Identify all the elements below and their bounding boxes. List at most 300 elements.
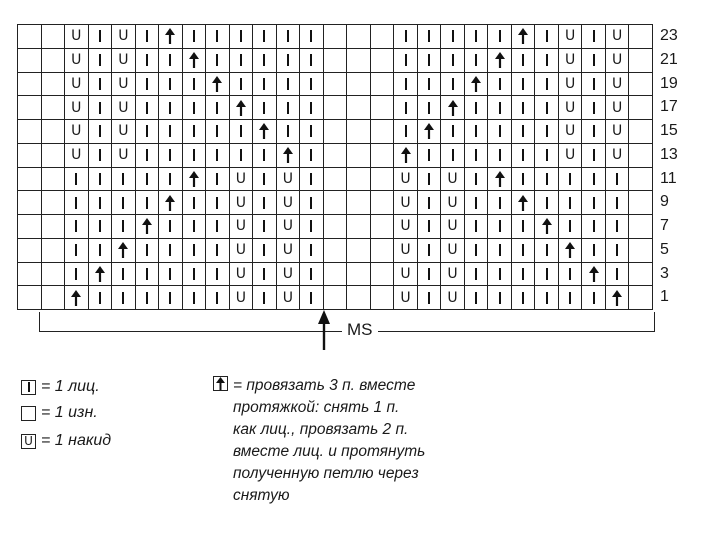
legend-decrease-line: снятую bbox=[233, 487, 290, 504]
purl-cell bbox=[42, 263, 66, 287]
yarn-over-symbol: U bbox=[235, 289, 247, 306]
decrease-cell bbox=[89, 263, 113, 287]
purl-cell bbox=[371, 263, 395, 287]
yarn-over-cell bbox=[394, 239, 418, 263]
knit-cell bbox=[206, 239, 230, 263]
yarn-over-symbol: U bbox=[612, 75, 623, 92]
decrease-cell bbox=[183, 49, 207, 73]
knit-cell bbox=[512, 96, 536, 120]
yarn-over-cell bbox=[441, 239, 465, 263]
knit-symbol-icon bbox=[99, 292, 101, 304]
purl-cell bbox=[629, 263, 653, 287]
knit-symbol-icon bbox=[593, 173, 595, 185]
knit-cell bbox=[441, 120, 465, 144]
knit-cell bbox=[183, 286, 207, 310]
knit-cell bbox=[488, 239, 512, 263]
decrease-cell bbox=[441, 96, 465, 120]
knit-symbol-icon bbox=[216, 268, 218, 280]
knit-cell bbox=[89, 73, 113, 97]
knit-symbol-icon bbox=[428, 78, 430, 90]
knit-cell bbox=[159, 144, 183, 168]
knit-cell bbox=[253, 49, 277, 73]
knit-cell bbox=[65, 191, 89, 215]
purl-cell bbox=[347, 49, 371, 73]
purl-cell bbox=[42, 191, 66, 215]
purl-cell bbox=[347, 73, 371, 97]
row-number: 3 bbox=[660, 264, 669, 282]
knit-cell bbox=[65, 239, 89, 263]
yarn-over-symbol: U bbox=[447, 194, 458, 211]
knit-symbol-icon bbox=[216, 149, 218, 161]
knit-cell bbox=[582, 73, 606, 97]
knit-cell bbox=[89, 96, 113, 120]
knit-symbol-icon bbox=[146, 173, 148, 185]
knit-cell bbox=[465, 263, 489, 287]
decrease-arrow-icon bbox=[447, 100, 459, 116]
knit-cell bbox=[512, 73, 536, 97]
knit-cell bbox=[89, 144, 113, 168]
knit-symbol-icon bbox=[263, 149, 265, 161]
yarn-over-cell bbox=[606, 96, 630, 120]
knit-cell bbox=[535, 96, 559, 120]
knit-symbol-icon bbox=[287, 78, 289, 90]
knit-symbol-icon bbox=[593, 54, 595, 66]
knit-symbol-icon bbox=[616, 244, 618, 256]
knit-symbol-icon bbox=[193, 220, 195, 232]
legend-purl-text: = 1 изн. bbox=[41, 404, 98, 421]
knit-cell bbox=[465, 239, 489, 263]
knit-symbol-icon bbox=[240, 78, 242, 90]
knit-cell bbox=[441, 49, 465, 73]
knit-symbol-icon bbox=[216, 30, 218, 42]
purl-cell bbox=[42, 286, 66, 310]
yarn-over-cell bbox=[230, 191, 254, 215]
decrease-cell bbox=[465, 73, 489, 97]
purl-cell bbox=[347, 120, 371, 144]
knit-symbol-icon bbox=[263, 292, 265, 304]
knit-symbol-icon bbox=[428, 220, 430, 232]
row-number: 13 bbox=[660, 145, 678, 163]
legend-yo-box bbox=[21, 434, 36, 449]
knit-symbol-icon bbox=[146, 125, 148, 137]
purl-cell bbox=[629, 144, 653, 168]
knit-symbol-icon bbox=[263, 220, 265, 232]
decrease-cell bbox=[277, 144, 301, 168]
knit-cell bbox=[112, 286, 136, 310]
knit-cell bbox=[418, 215, 442, 239]
knit-cell bbox=[136, 96, 160, 120]
knit-cell bbox=[300, 263, 324, 287]
yarn-over-symbol: U bbox=[400, 265, 411, 282]
knit-cell bbox=[183, 96, 207, 120]
yarn-over-symbol: U bbox=[71, 147, 82, 164]
yarn-over-cell bbox=[112, 120, 136, 144]
decrease-cell bbox=[488, 168, 512, 192]
purl-cell bbox=[347, 239, 371, 263]
knit-symbol-icon bbox=[452, 78, 454, 90]
knit-cell bbox=[512, 144, 536, 168]
purl-cell bbox=[18, 215, 42, 239]
purl-cell bbox=[324, 215, 348, 239]
knit-symbol-icon bbox=[99, 30, 101, 42]
knit-cell bbox=[535, 73, 559, 97]
knit-symbol-icon bbox=[475, 102, 477, 114]
purl-cell bbox=[629, 215, 653, 239]
knit-cell bbox=[488, 25, 512, 49]
knit-cell bbox=[253, 73, 277, 97]
knit-symbol-icon bbox=[428, 173, 430, 185]
decrease-arrow-icon bbox=[494, 52, 506, 68]
yarn-over-cell bbox=[559, 25, 583, 49]
knit-symbol-icon bbox=[616, 220, 618, 232]
knit-cell bbox=[582, 215, 606, 239]
yarn-over-symbol: U bbox=[612, 147, 623, 164]
knit-cell bbox=[183, 144, 207, 168]
decrease-cell bbox=[394, 144, 418, 168]
knit-cell bbox=[559, 168, 583, 192]
knit-cell bbox=[465, 96, 489, 120]
knit-cell bbox=[488, 191, 512, 215]
knit-symbol-icon bbox=[263, 30, 265, 42]
purl-cell bbox=[629, 239, 653, 263]
knit-symbol-icon bbox=[405, 102, 407, 114]
knit-cell bbox=[606, 191, 630, 215]
knit-symbol-icon bbox=[169, 149, 171, 161]
yarn-over-cell bbox=[559, 49, 583, 73]
knit-symbol-icon bbox=[310, 197, 312, 209]
knit-cell bbox=[206, 96, 230, 120]
knit-cell bbox=[418, 144, 442, 168]
knit-symbol-icon bbox=[522, 292, 524, 304]
knit-cell bbox=[559, 263, 583, 287]
decrease-arrow-icon bbox=[494, 171, 506, 187]
yarn-over-symbol: U bbox=[118, 75, 129, 92]
yarn-over-cell bbox=[277, 191, 301, 215]
knit-symbol-icon bbox=[216, 220, 218, 232]
yarn-over-symbol: U bbox=[282, 194, 294, 211]
knit-cell bbox=[300, 286, 324, 310]
yarn-over-symbol: U bbox=[235, 170, 247, 187]
knit-symbol-icon bbox=[616, 197, 618, 209]
knit-symbol-icon bbox=[499, 268, 501, 280]
knit-cell bbox=[136, 263, 160, 287]
knit-symbol-icon bbox=[146, 30, 148, 42]
knit-symbol-icon bbox=[169, 54, 171, 66]
knit-cell bbox=[441, 144, 465, 168]
purl-cell bbox=[42, 49, 66, 73]
knit-symbol-icon bbox=[263, 268, 265, 280]
yarn-over-cell bbox=[230, 239, 254, 263]
knit-cell bbox=[465, 144, 489, 168]
knit-cell bbox=[159, 239, 183, 263]
row-number: 7 bbox=[660, 217, 669, 234]
knit-symbol-icon bbox=[522, 244, 524, 256]
knit-cell bbox=[606, 215, 630, 239]
knit-symbol-icon bbox=[287, 30, 289, 42]
knit-symbol-icon bbox=[216, 54, 218, 66]
knit-cell bbox=[136, 49, 160, 73]
knit-symbol-icon bbox=[122, 268, 124, 280]
knit-cell bbox=[183, 239, 207, 263]
knit-cell bbox=[89, 239, 113, 263]
knit-cell bbox=[559, 191, 583, 215]
purl-cell bbox=[347, 263, 371, 287]
row-number: 21 bbox=[660, 50, 678, 68]
knit-symbol-icon bbox=[546, 197, 548, 209]
knit-cell bbox=[488, 144, 512, 168]
knit-cell bbox=[277, 25, 301, 49]
purl-cell bbox=[371, 286, 395, 310]
purl-cell bbox=[371, 168, 395, 192]
knit-symbol-icon bbox=[75, 197, 77, 209]
knit-symbol-icon bbox=[569, 197, 571, 209]
decrease-cell bbox=[206, 73, 230, 97]
knit-symbol-icon bbox=[99, 78, 101, 90]
decrease-cell bbox=[559, 239, 583, 263]
knit-cell bbox=[206, 25, 230, 49]
purl-cell bbox=[347, 168, 371, 192]
knit-cell bbox=[582, 144, 606, 168]
knit-symbol-icon bbox=[428, 292, 430, 304]
purl-cell bbox=[347, 286, 371, 310]
yarn-over-cell bbox=[277, 263, 301, 287]
knit-cell bbox=[206, 191, 230, 215]
purl-cell bbox=[371, 25, 395, 49]
knit-symbol-icon bbox=[593, 197, 595, 209]
knit-cell bbox=[300, 215, 324, 239]
knit-symbol-icon bbox=[216, 125, 218, 137]
knit-cell bbox=[136, 286, 160, 310]
knit-symbol-icon bbox=[263, 102, 265, 114]
yarn-over-symbol: U bbox=[447, 242, 458, 259]
yarn-over-cell bbox=[112, 144, 136, 168]
decrease-cell bbox=[535, 215, 559, 239]
yarn-over-cell bbox=[441, 263, 465, 287]
knit-cell bbox=[136, 144, 160, 168]
knit-cell bbox=[512, 168, 536, 192]
yarn-over-symbol: U bbox=[282, 265, 294, 282]
purl-cell bbox=[629, 286, 653, 310]
yarn-over-symbol: U bbox=[282, 289, 294, 306]
knit-symbol-icon bbox=[169, 292, 171, 304]
decrease-cell bbox=[488, 49, 512, 73]
decrease-arrow-icon bbox=[188, 171, 200, 187]
yarn-over-cell bbox=[559, 73, 583, 97]
yarn-over-cell bbox=[394, 191, 418, 215]
knit-cell bbox=[206, 144, 230, 168]
knit-cell bbox=[535, 120, 559, 144]
knit-cell bbox=[206, 215, 230, 239]
yarn-over-symbol: U bbox=[235, 218, 247, 235]
knit-symbol-icon bbox=[475, 244, 477, 256]
knit-cell bbox=[89, 25, 113, 49]
yarn-over-symbol: U bbox=[235, 194, 247, 211]
yarn-over-cell bbox=[112, 73, 136, 97]
purl-cell bbox=[324, 25, 348, 49]
purl-cell bbox=[18, 263, 42, 287]
purl-cell bbox=[371, 215, 395, 239]
yarn-over-symbol: U bbox=[282, 170, 294, 187]
knit-cell bbox=[512, 239, 536, 263]
knit-symbol-icon bbox=[546, 102, 548, 114]
knit-cell bbox=[465, 191, 489, 215]
decrease-cell bbox=[65, 286, 89, 310]
knit-cell bbox=[300, 239, 324, 263]
purl-cell bbox=[347, 144, 371, 168]
yarn-over-symbol: U bbox=[118, 28, 129, 45]
row-number: 1 bbox=[660, 288, 669, 306]
knit-symbol-icon bbox=[428, 149, 430, 161]
yarn-over-cell bbox=[230, 215, 254, 239]
decrease-arrow-icon bbox=[541, 218, 553, 234]
knit-cell bbox=[253, 239, 277, 263]
knit-symbol-icon bbox=[593, 125, 595, 137]
knit-symbol-icon bbox=[216, 244, 218, 256]
knit-cell bbox=[253, 263, 277, 287]
knit-symbol-icon bbox=[146, 78, 148, 90]
knit-symbol-icon bbox=[475, 220, 477, 232]
purl-cell bbox=[42, 73, 66, 97]
purl-cell bbox=[42, 215, 66, 239]
knit-cell bbox=[582, 96, 606, 120]
knit-symbol-icon bbox=[310, 292, 312, 304]
knit-symbol-icon bbox=[216, 102, 218, 114]
knit-symbol-icon bbox=[263, 54, 265, 66]
knit-cell bbox=[465, 120, 489, 144]
knit-symbol-icon bbox=[310, 78, 312, 90]
row-number: 17 bbox=[660, 98, 678, 116]
knit-symbol-icon bbox=[263, 197, 265, 209]
purl-cell bbox=[324, 73, 348, 97]
knit-symbol-icon bbox=[169, 268, 171, 280]
knit-symbol-icon bbox=[522, 125, 524, 137]
knit-symbol-icon bbox=[475, 54, 477, 66]
yarn-over-symbol: U bbox=[564, 52, 576, 69]
knit-cell bbox=[300, 168, 324, 192]
legend-knit-box bbox=[21, 380, 36, 395]
decrease-arrow-icon bbox=[258, 123, 270, 139]
purl-cell bbox=[629, 96, 653, 120]
purl-cell bbox=[18, 25, 42, 49]
decrease-arrow-icon bbox=[423, 123, 435, 139]
knit-cell bbox=[582, 49, 606, 73]
knit-cell bbox=[441, 25, 465, 49]
knit-symbol-icon bbox=[428, 197, 430, 209]
purl-cell bbox=[18, 144, 42, 168]
knit-cell bbox=[512, 263, 536, 287]
decrease-arrow-icon bbox=[517, 195, 529, 211]
knit-symbol-icon bbox=[616, 268, 618, 280]
knit-cell bbox=[230, 73, 254, 97]
yarn-over-symbol: U bbox=[447, 289, 458, 306]
purl-cell bbox=[371, 120, 395, 144]
purl-cell bbox=[629, 49, 653, 73]
knit-symbol-icon bbox=[452, 149, 454, 161]
yarn-over-cell bbox=[112, 25, 136, 49]
knit-cell bbox=[300, 96, 324, 120]
decrease-cell bbox=[183, 168, 207, 192]
knit-symbol-icon bbox=[122, 173, 124, 185]
knit-cell bbox=[253, 25, 277, 49]
knit-cell bbox=[159, 96, 183, 120]
knit-symbol-icon bbox=[405, 125, 407, 137]
knit-cell bbox=[535, 144, 559, 168]
knit-cell bbox=[112, 263, 136, 287]
legend-purl bbox=[21, 405, 98, 421]
knit-symbol-icon bbox=[99, 244, 101, 256]
knit-cell bbox=[535, 49, 559, 73]
legend-decrease-line: как лиц., провязать 2 п. bbox=[233, 421, 409, 438]
legend-knit-text: = 1 лиц. bbox=[41, 378, 100, 395]
purl-cell bbox=[42, 25, 66, 49]
yarn-over-cell bbox=[606, 25, 630, 49]
knit-cell bbox=[277, 96, 301, 120]
yarn-over-cell bbox=[277, 168, 301, 192]
purl-cell bbox=[18, 239, 42, 263]
knit-symbol-icon bbox=[193, 268, 195, 280]
decrease-arrow-icon bbox=[70, 290, 82, 306]
purl-cell bbox=[42, 144, 66, 168]
knit-cell bbox=[582, 120, 606, 144]
knit-cell bbox=[136, 120, 160, 144]
yarn-over-cell bbox=[394, 263, 418, 287]
knit-symbol-icon bbox=[475, 197, 477, 209]
knit-symbol-icon bbox=[310, 54, 312, 66]
row-number: 23 bbox=[660, 27, 678, 44]
knit-cell bbox=[606, 263, 630, 287]
purl-cell bbox=[324, 96, 348, 120]
knit-symbol-icon bbox=[405, 30, 407, 42]
knit-symbol-icon bbox=[546, 54, 548, 66]
knit-symbol-icon bbox=[169, 78, 171, 90]
knit-cell bbox=[206, 49, 230, 73]
knit-cell bbox=[465, 168, 489, 192]
legend-decrease-line: = провязать 3 п. вместе bbox=[233, 377, 416, 394]
knit-cell bbox=[159, 215, 183, 239]
yarn-over-cell bbox=[441, 168, 465, 192]
row-number: 19 bbox=[660, 74, 678, 92]
knit-cell bbox=[230, 49, 254, 73]
knit-symbol-icon bbox=[522, 149, 524, 161]
knit-symbol-icon bbox=[169, 125, 171, 137]
decrease-arrow-icon bbox=[400, 147, 412, 163]
yarn-over-symbol: U bbox=[235, 265, 247, 282]
knit-symbol-icon bbox=[428, 54, 430, 66]
yarn-over-symbol: U bbox=[612, 52, 623, 69]
knit-symbol-icon bbox=[569, 268, 571, 280]
knit-cell bbox=[136, 73, 160, 97]
knit-cell bbox=[183, 191, 207, 215]
knit-cell bbox=[535, 168, 559, 192]
knit-symbol-icon bbox=[310, 149, 312, 161]
row-number: 11 bbox=[660, 169, 677, 187]
knit-cell bbox=[183, 25, 207, 49]
knit-symbol-icon bbox=[99, 173, 101, 185]
knit-symbol-icon bbox=[405, 78, 407, 90]
purl-cell bbox=[42, 239, 66, 263]
knit-symbol-icon bbox=[169, 244, 171, 256]
knit-cell bbox=[159, 120, 183, 144]
knit-cell bbox=[441, 73, 465, 97]
yarn-over-cell bbox=[441, 286, 465, 310]
yarn-over-symbol: U bbox=[400, 218, 411, 235]
yarn-over-cell bbox=[559, 96, 583, 120]
knit-symbol-icon bbox=[475, 292, 477, 304]
decrease-cell bbox=[230, 96, 254, 120]
knit-cell bbox=[394, 25, 418, 49]
knit-cell bbox=[559, 286, 583, 310]
knit-cell bbox=[89, 168, 113, 192]
